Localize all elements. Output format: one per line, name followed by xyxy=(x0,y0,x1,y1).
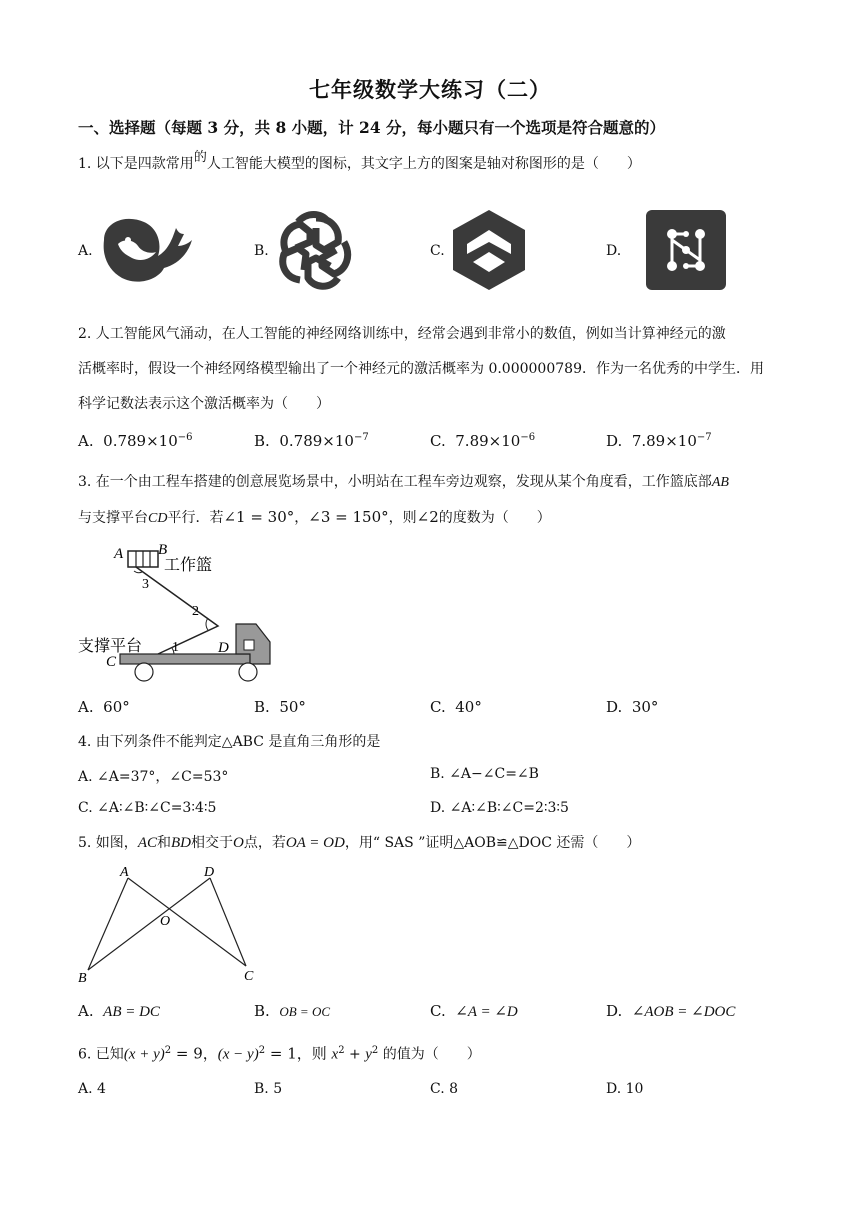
q3-figure-truck xyxy=(76,538,276,690)
q3-option-a[interactable]: A. 60° xyxy=(78,698,130,716)
question-3-line-1: 3. 在一个由工程车搭建的创意展览场景中，小明站在工程车旁边观察，发现从某个角度看，工作篮底部AB xyxy=(78,474,729,490)
q1-option-b-label[interactable]: B. xyxy=(254,243,269,259)
question-2-line-2: 活概率时，假设一个神经网络模型输出了一个神经元的激活概率为 0.000000789．作为一名优秀的中学生．用 xyxy=(78,361,764,377)
q5-option-d[interactable]: D. ∠AOB = ∠DOC xyxy=(606,1002,736,1020)
q3-option-c[interactable]: C. 40° xyxy=(430,698,482,716)
fig3-angle-1: 1 xyxy=(172,640,179,655)
q1-option-a-label[interactable]: A. xyxy=(78,243,93,259)
page-title: 七年级数学大练习（二） xyxy=(309,77,551,102)
q5-option-c[interactable]: C. ∠A = ∠D xyxy=(430,1002,518,1020)
q4-option-c[interactable]: C. ∠A∶∠B∶∠C=3∶4∶5 xyxy=(78,800,217,816)
fig5-label-b: B xyxy=(78,971,87,986)
graph-node-logo-icon xyxy=(646,210,726,294)
fig3-angle-3: 3 xyxy=(142,577,149,592)
question-4: 4. 由下列条件不能判定△ABC 是直角三角形的是 xyxy=(78,734,381,750)
q6-option-d[interactable]: D. 10 xyxy=(606,1081,644,1097)
q2-option-c[interactable]: C. $7.89\times 10^{-6}$ xyxy=(430,432,536,450)
q3-option-b[interactable]: B. 50° xyxy=(254,698,306,716)
fig5-label-o: O xyxy=(160,914,171,929)
question-5: 5. 如图，AC和BD相交于O点，若OA = OD，用“ SAS ”证明△AOB≌△DOC 还需（ ） xyxy=(78,835,641,851)
fig3-angle-2: 2 xyxy=(192,604,199,619)
fig3-label-d: D xyxy=(218,640,229,656)
section-heading: 一、选择题（每题 3 分，共 8 小题，计 24 分，每小题只有一个选项是符合题意的） xyxy=(78,118,666,137)
fig5-label-d: D xyxy=(204,865,215,880)
q6-option-b[interactable]: B. 5 xyxy=(254,1081,283,1097)
q1-text-b: 人工智能大模型的图标，其文字上方的图案是轴对称图形的是（ ） xyxy=(206,156,641,172)
fig3-label-a: A xyxy=(114,546,124,562)
q2-option-a[interactable]: A. $0.789\times 10^{-6}$ xyxy=(78,432,193,450)
q1-option-c-label[interactable]: C. xyxy=(430,243,445,259)
q6-option-a[interactable]: A. 4 xyxy=(78,1081,106,1097)
fig5-label-a: A xyxy=(120,865,129,880)
question-3-line-2: 与支撑平台CD平行．若∠1 = 30°，∠3 = 150°，则∠2的度数为（ ） xyxy=(78,508,551,526)
q5-option-b[interactable]: B. OB = OC xyxy=(254,1002,331,1020)
fig5-label-c: C xyxy=(244,969,254,984)
hexagon-logo-icon xyxy=(449,208,529,296)
deepseek-whale-icon xyxy=(98,210,194,290)
q3-option-d[interactable]: D. 30° xyxy=(606,698,659,716)
question-2-line-1: 2. 人工智能风气涌动，在人工智能的神经网络训练中，经常会遇到非常小的数值，例如当计算神经元的激 xyxy=(78,326,726,342)
fig3-basket-label: 工作篮 xyxy=(164,555,213,574)
fig3-label-c: C xyxy=(106,654,117,670)
q2-option-d[interactable]: D. $7.89\times 10^{-7}$ xyxy=(606,432,712,450)
q4-option-d[interactable]: D. ∠A∶∠B∶∠C=2∶3∶5 xyxy=(430,800,569,816)
q1-option-d-label[interactable]: D. xyxy=(606,243,622,259)
fig3-platform-label: 支撑平台 xyxy=(78,636,143,655)
question-1 xyxy=(78,150,641,175)
q5-option-a[interactable]: A. AB = DC xyxy=(78,1002,160,1020)
q6-option-c[interactable]: C. 8 xyxy=(430,1081,459,1097)
q5-figure-crossing-triangles xyxy=(74,862,264,990)
fig3-label-b: B xyxy=(158,542,168,558)
q4-option-b[interactable]: B. ∠A−∠C=∠B xyxy=(430,766,539,782)
q4-option-a[interactable]: A. ∠A=37°，∠C=53° xyxy=(78,769,229,785)
q1-text-de: 的 xyxy=(193,150,207,165)
q2-option-b[interactable]: B. $0.789\times 10^{-7}$ xyxy=(254,432,369,450)
q1-text-a: 1. 以下是四款常用 xyxy=(78,156,194,172)
openai-knot-icon xyxy=(274,208,358,296)
question-2-line-3: 科学记数法表示这个激活概率为（ ） xyxy=(78,396,330,412)
question-6: 6. 已知$(x + y)^2 = 9$，$(x - y)^2 = 1$，则 $x^2 + y^2$ 的值为（ ） xyxy=(78,1044,481,1063)
